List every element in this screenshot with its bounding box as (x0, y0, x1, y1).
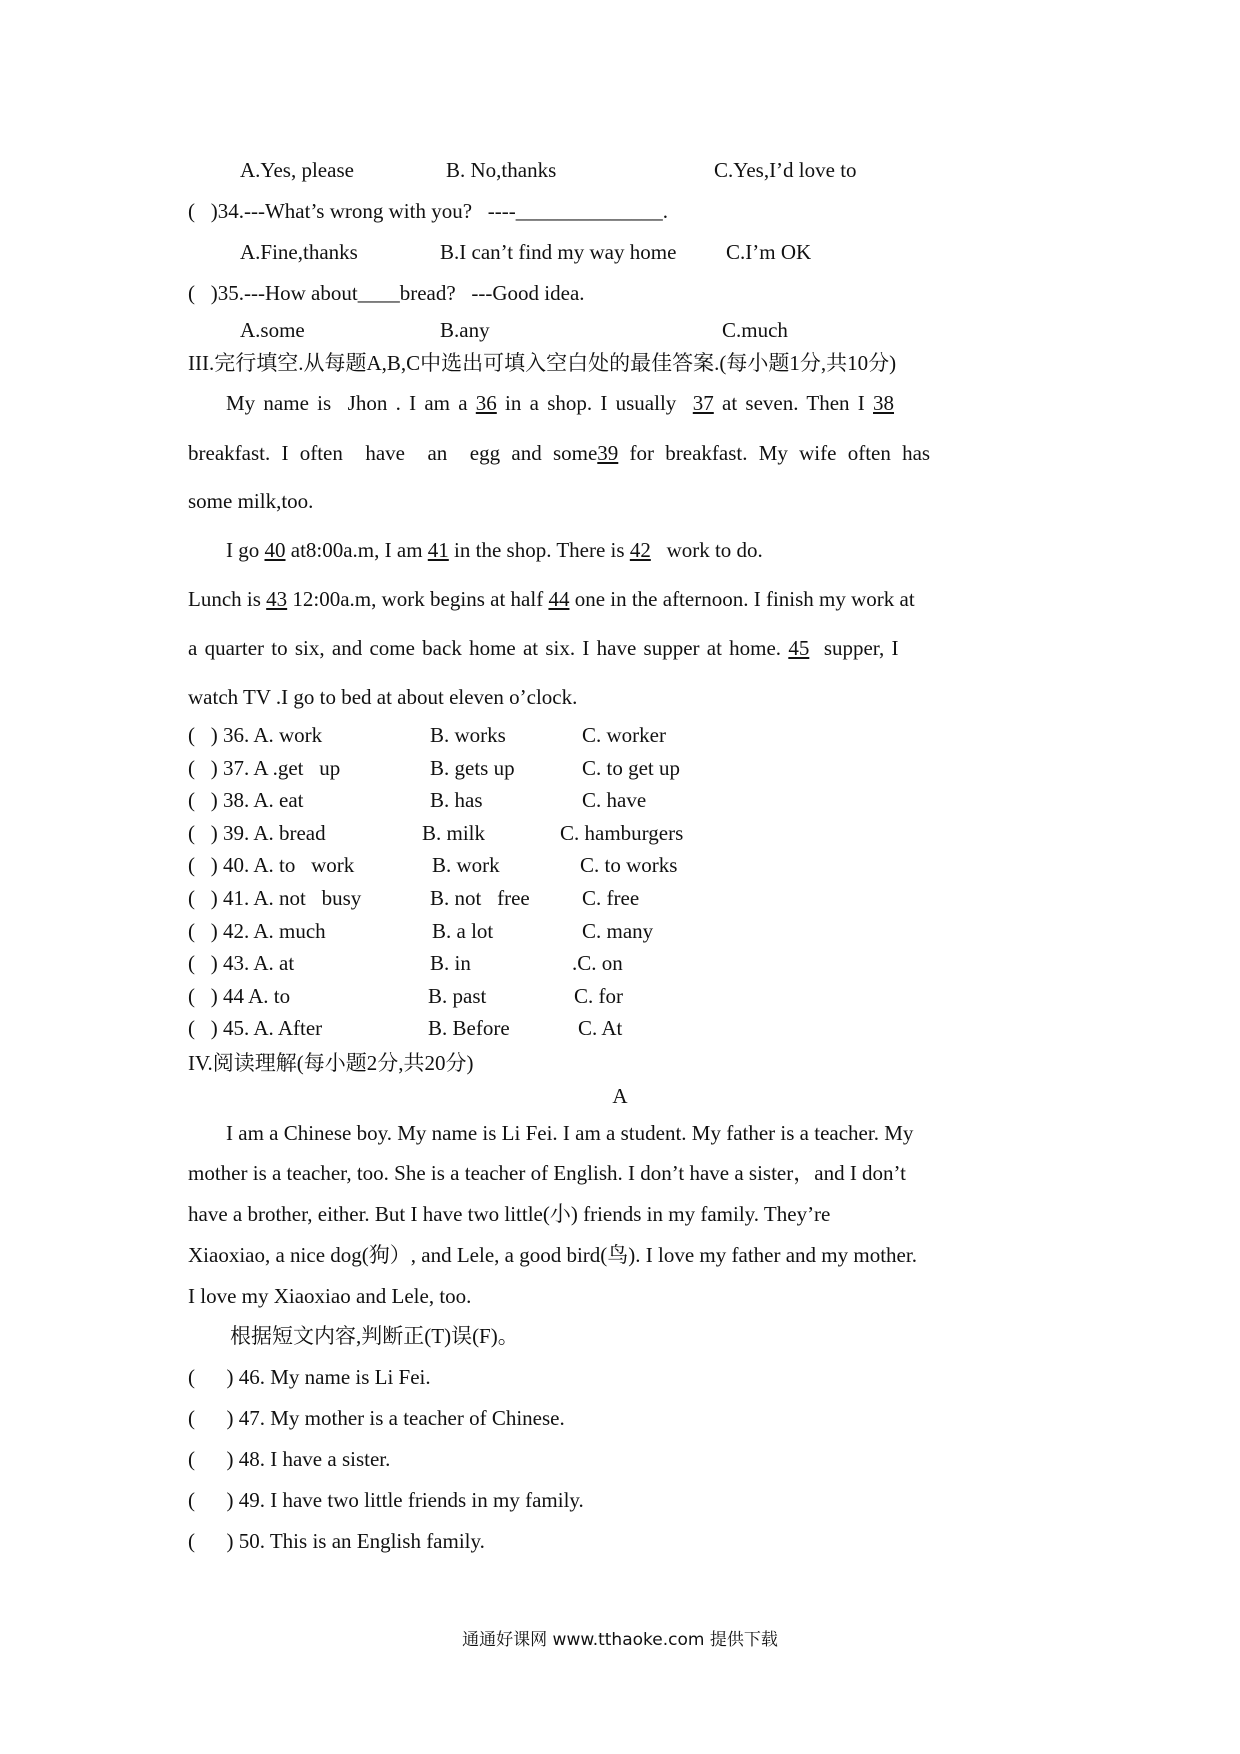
cloze-option-c: C. many (582, 919, 654, 943)
q34-option-b: B.I can’t find my way home (440, 240, 677, 264)
cloze-option-a: ( ) 37. A .get up (188, 756, 341, 780)
cloze-option-b: B. gets up (430, 756, 515, 780)
blank-45: 45 (788, 636, 810, 660)
cloze-option-b: B. works (430, 723, 506, 747)
cloze-option-b: B. a lot (432, 919, 494, 943)
cloze-option-a: ( ) 38. A. eat (188, 788, 304, 812)
cloze-option-b: B. past (428, 984, 487, 1008)
q33-option-b: B. No,thanks (446, 158, 557, 182)
blank-43: 43 (266, 587, 288, 611)
tf-item-50: ( ) 50. This is an English family. (188, 1529, 485, 1553)
tf-item-46: ( ) 46. My name is Li Fei. (188, 1365, 431, 1389)
cloze-option-c: C. At (578, 1016, 623, 1040)
cloze-option-c: C. to get up (582, 756, 680, 780)
blank-37: 37 (692, 391, 714, 415)
q33-option-a: A.Yes, please (240, 158, 354, 182)
cloze-option-b: B. milk (422, 821, 486, 845)
q35-stem: ( )35.---How about____bread? ---Good idea. (188, 281, 585, 305)
cloze-option-c: .C. on (572, 951, 623, 975)
tf-instruction: 根据短文内容,判断正(T)误(F)。 (230, 1324, 519, 1348)
cloze-line-4: I go 40 at8:00a.m, I am 41 in the shop. There is 42 work to do. (226, 538, 763, 562)
q34-option-a: A.Fine,thanks (240, 240, 358, 264)
cloze-line-1: My name is Jhon . I am a 36 in a shop. I usually 37 at seven. Then I 38 (226, 391, 895, 415)
cloze-option-a: ( ) 44 A. to (188, 984, 291, 1008)
cloze-option-b: B. not free (430, 886, 530, 910)
cloze-option-c: C. to works (580, 853, 678, 877)
blank-44: 44 (548, 587, 570, 611)
passage-line-4: Xiaoxiao, a nice dog(狗）, and Lele, a good bird(鸟). I love my father and my mother. (188, 1243, 917, 1267)
cloze-option-c: C. hamburgers (560, 821, 684, 845)
section4-heading: IV.阅读理解(每小题2分,共20分) (188, 1051, 474, 1075)
q35-option-b: B.any (440, 318, 490, 342)
cloze-line-6: a quarter to six, and come back home at six. I have supper at home. 45 supper, I (188, 636, 899, 660)
blank-39: 39 (597, 441, 619, 465)
passage-line-3: have a brother, either. But I have two little(小) friends in my family. They’re (188, 1202, 831, 1226)
blank-40: 40 (264, 538, 286, 562)
cloze-line-2: breakfast. I often have an egg and some39 for breakfast. My wife often has (188, 441, 931, 465)
cloze-option-b: B. work (432, 853, 500, 877)
q34-stem: ( )34.---What’s wrong with you? ----______________. (188, 199, 668, 223)
cloze-option-a: ( ) 41. A. not busy (188, 886, 362, 910)
cloze-line-3: some milk,too. (188, 489, 314, 513)
footer-credit: 通通好课网 www.tthaoke.com 提供下载 (462, 1630, 778, 1650)
tf-item-49: ( ) 49. I have two little friends in my family. (188, 1488, 584, 1512)
blank-38: 38 (873, 391, 895, 415)
blank-42: 42 (629, 538, 651, 562)
blank-41: 41 (427, 538, 449, 562)
cloze-option-b: B. Before (428, 1016, 510, 1040)
cloze-option-c: C. worker (582, 723, 666, 747)
cloze-option-a: ( ) 39. A. bread (188, 821, 326, 845)
cloze-option-a: ( ) 43. A. at (188, 951, 295, 975)
passage-line-5: I love my Xiaoxiao and Lele, too. (188, 1284, 472, 1308)
tf-item-47: ( ) 47. My mother is a teacher of Chinese. (188, 1406, 565, 1430)
passage-line-1: I am a Chinese boy. My name is Li Fei. I am a student. My father is a teacher. My (226, 1121, 914, 1145)
cloze-option-a: ( ) 36. A. work (188, 723, 323, 747)
cloze-option-c: C. for (574, 984, 623, 1008)
cloze-option-c: C. have (582, 788, 647, 812)
passage-label: A (612, 1084, 628, 1108)
cloze-option-b: B. in (430, 951, 471, 975)
passage-line-2: mother is a teacher, too. She is a teacher of English. I don’t have a sister，and I don’t (188, 1161, 907, 1185)
cloze-option-a: ( ) 42. A. much (188, 919, 326, 943)
section3-heading: III.完行填空.从每题A,B,C中选出可填入空白处的最佳答案.(每小题1分,共10分) (188, 351, 897, 375)
cloze-option-b: B. has (430, 788, 483, 812)
cloze-option-a: ( ) 40. A. to work (188, 853, 355, 877)
cloze-line-7: watch TV .I go to bed at about eleven o’clock. (188, 685, 578, 709)
q33-option-c: C.Yes,I’d love to (714, 158, 857, 182)
blank-36: 36 (475, 391, 497, 415)
tf-item-48: ( ) 48. I have a sister. (188, 1447, 391, 1471)
cloze-option-c: C. free (582, 886, 640, 910)
q35-option-a: A.some (240, 318, 305, 342)
q34-option-c: C.I’m OK (726, 240, 812, 264)
cloze-line-5: Lunch is 43 12:00a.m, work begins at half 44 one in the afternoon. I finish my work at (188, 587, 915, 611)
q35-option-c: C.much (722, 318, 788, 342)
cloze-option-a: ( ) 45. A. After (188, 1016, 323, 1040)
